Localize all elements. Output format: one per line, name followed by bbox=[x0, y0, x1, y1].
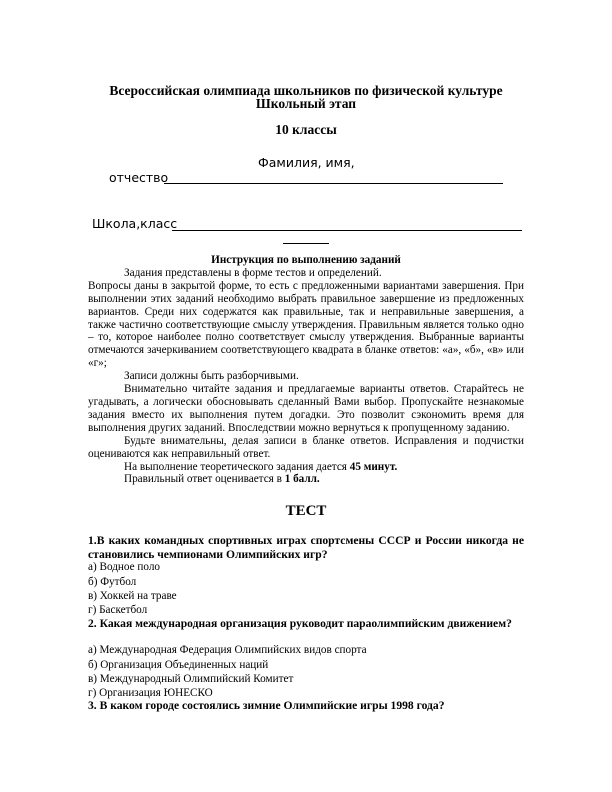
time-limit-value: 45 минут. bbox=[349, 460, 398, 473]
scoring-note bbox=[88, 473, 524, 486]
instructions-paragraph: Задания представлены в форме тестов и определений. bbox=[124, 266, 382, 279]
patronymic-line[interactable] bbox=[164, 183, 503, 184]
instructions-paragraph: Записи должны быть разборчивыми. bbox=[124, 370, 299, 383]
grade-label: 10 классы bbox=[275, 122, 337, 137]
question-2-option-b: б) Организация Объединенных наций bbox=[88, 659, 269, 671]
time-limit-note bbox=[88, 461, 524, 474]
name-label: Фамилия, имя, bbox=[258, 155, 355, 170]
question-1-option-d: г) Баскетбол bbox=[88, 604, 148, 616]
instructions-paragraph: Внимательно читайте задания и предлагаемые варианты ответов. Старайтесь не угадывать, а логически обосновывать сделанный Вами выбор. Пропускайте незнакомые задания вместо их выполнения путем догадки. Это позволит сэкономить время для выполнения других заданий. Впоследствии можно вернуться к пропущенному заданию. bbox=[88, 383, 524, 434]
instructions-block bbox=[88, 254, 524, 486]
school-class-line-continuation[interactable] bbox=[283, 243, 329, 244]
time-limit-text: На выполнение теоретического задания дается bbox=[124, 460, 350, 473]
question-1: 1.В каких командных спортивных играх спортсмены СССР и России никогда не становились чемпионами Олимпийских игр? bbox=[88, 534, 524, 561]
school-class-line[interactable] bbox=[172, 230, 522, 231]
question-3: 3. В каком городе состоялись зимние Олимпийские игры 1998 года? bbox=[88, 699, 445, 712]
question-1-option-a: а) Водное поло bbox=[88, 561, 161, 573]
instructions-paragraph: Будьте внимательны, делая записи в бланке ответов. Исправления и подчистки оцениваются как неправильный ответ. bbox=[88, 434, 524, 460]
instructions-heading: Инструкция по выполнению заданий bbox=[211, 254, 401, 266]
question-1-option-b: б) Футбол bbox=[88, 576, 137, 588]
patronymic-label: отчество bbox=[109, 170, 169, 185]
question-2: 2. Какая международная организация руководит параолимпийским движением? bbox=[88, 617, 512, 630]
olympiad-title: Всероссийская олимпиада школьников по физической культуре bbox=[109, 83, 503, 98]
question-2-option-d: г) Организация ЮНЕСКО bbox=[88, 687, 213, 699]
instructions-paragraph: Вопросы даны в закрытой форме, то есть с предложенными вариантами завершения. При выполнении этих заданий необходимо выбрать правильное завершение из предложенных вариантов. Среди них содержатся как правильные, так и неправильные завершения, а также частично соответствующие смыслу утверждения. Правильным является только одно – то, которое наиболее полно соответствует смыслу утверждения. Выбранные варианты отмечаются зачеркиванием соответствующего квадрата в бланке ответов: «а», «б», «в» или «г»; bbox=[88, 279, 524, 370]
test-title: ТЕСТ bbox=[285, 503, 327, 519]
question-1-option-c: в) Хоккей на траве bbox=[88, 590, 177, 602]
scoring-text: Правильный ответ оценивается в bbox=[124, 473, 285, 486]
question-2-option-c: в) Международный Олимпийский Комитет bbox=[88, 673, 294, 685]
scoring-value: 1 балл. bbox=[284, 473, 320, 486]
school-class-label: Школа,класс bbox=[92, 216, 178, 231]
stage-subtitle: Школьный этап bbox=[255, 96, 357, 111]
question-2-option-a: а) Международная Федерация Олимпийских видов спорта bbox=[88, 644, 367, 656]
